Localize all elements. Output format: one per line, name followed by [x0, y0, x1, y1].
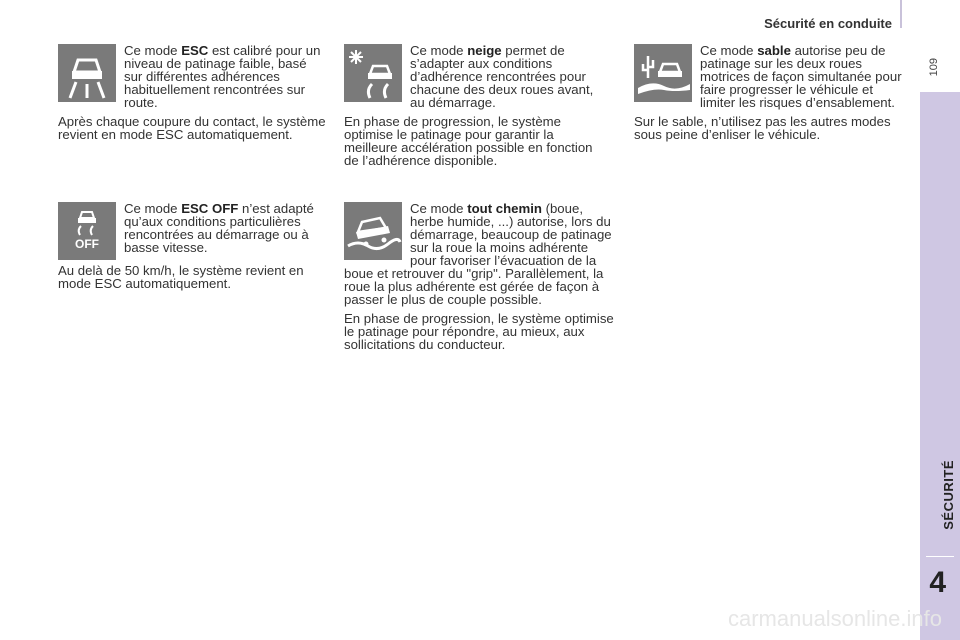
snow-mode-icon [344, 44, 402, 102]
esc-mode-note: Après chaque coupure du contact, le système revient en mode ESC automatiquement. [58, 114, 326, 142]
sand-mode-note: Sur le sable, n’utilisez pas les autres modes sous peine d’enliser le véhicule. [634, 114, 891, 142]
offroad-mode-intro [344, 202, 616, 306]
chapter-label: SÉCURITÉ [941, 460, 956, 530]
page-number: 109 [928, 58, 940, 77]
chapter-divider [926, 556, 954, 557]
snow-mode-note: En phase de progression, le système optimise le patinage pour garantir la meilleure accélération possible en fonction de l’adhérence disponible. [344, 114, 593, 168]
sand-mode-block [634, 44, 906, 147]
esc-off-mode-note: Au delà de 50 km/h, le système revient en mode ESC automatiquement. [58, 263, 304, 291]
esc-mode-description: Ce mode ESC est calibré pour un niveau de patinage faible, basé sur différentes adhérences habituellement rencontrées sur route. [124, 43, 321, 110]
esc-off-mode-block [58, 202, 328, 296]
esc-off-mode-description: Ce mode ESC OFF n’est adapté qu’aux conditions particulières rencontrées au démarrage ou à basse vitesse. [124, 201, 314, 255]
esc-off-mode-icon [58, 202, 116, 260]
snow-mode-intro [344, 44, 609, 109]
sand-mode-description: Ce mode sable autorise peu de patinage sur les deux roues motrices de façon simultanée pour faire progresser le véhicule et limiter les risques d’ensablement. [700, 43, 902, 110]
sand-mode-intro [634, 44, 906, 109]
esc-off-mode-intro [58, 202, 328, 262]
sand-mode-icon [634, 44, 692, 102]
offroad-mode-block [344, 202, 616, 357]
watermark: carmanualsonline.info [727, 606, 942, 631]
section-title: Sécurité en conduite [764, 16, 892, 31]
header-divider [900, 0, 902, 28]
snow-mode-description: Ce mode neige permet de s’adapter aux conditions d’adhérence rencontrées pour chacune des deux roues avant, au démarrage. [410, 43, 594, 110]
snow-mode-block [344, 44, 609, 173]
esc-mode-icon [58, 44, 116, 102]
offroad-mode-description: Ce mode tout chemin (boue, herbe humide, ...) autorise, lors du démarrage, beaucoup de patinage sur la roue la moins adhérente pour favoriser l’évacuation de la boue et retrouver du "grip". Parallèlement, la roue la plus adhérente est gérée de façon à passer le plus de couple possible. [344, 201, 612, 307]
esc-mode-intro [58, 44, 328, 109]
chapter-number: 4 [929, 566, 946, 599]
esc-mode-block [58, 44, 328, 147]
esc-off-icon-label: OFF [75, 237, 99, 251]
offroad-mode-icon [344, 202, 402, 260]
chapter-tab [920, 92, 960, 640]
offroad-mode-note: En phase de progression, le système optimise le patinage pour répondre, au mieux, aux sollicitations du conducteur. [344, 311, 614, 352]
